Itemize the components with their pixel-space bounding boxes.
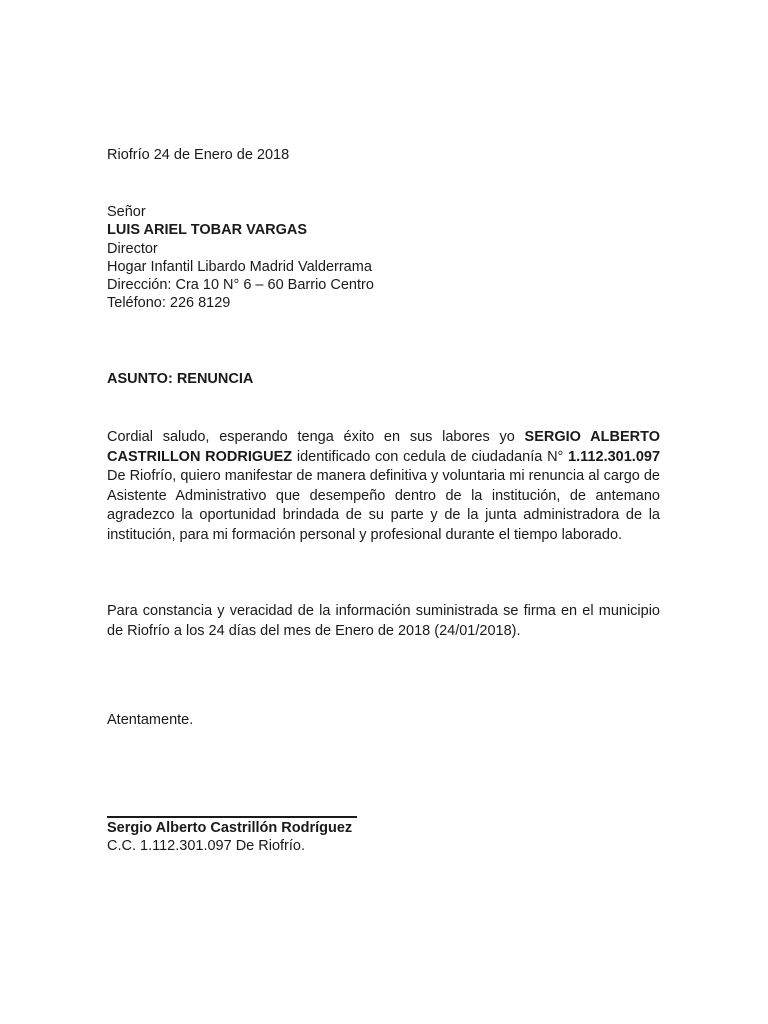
- recipient-phone: Teléfono: 226 8129: [107, 295, 231, 312]
- letter-subject: ASUNTO: RENUNCIA: [107, 371, 254, 387]
- recipient-salutation: Señor: [107, 204, 146, 220]
- paragraph1-id-number: 1.112.301.097: [568, 448, 661, 465]
- recipient-organization: Hogar Infantil Libardo Madrid Valderrama: [107, 258, 372, 275]
- body-paragraph-1: [107, 428, 660, 546]
- recipient-name: LUIS ARIEL TOBAR VARGAS: [107, 222, 308, 239]
- recipient-position: Director: [107, 240, 158, 257]
- paragraph1-text-3: De Riofrío, quiero manifestar de manera definitiva y voluntaria mi renuncia al cargo de Asistente Administrativo que desempeño dentro de la institución, de antemano agradezco la oportunidad brindada de su parte y de la junta administradora de la institución, para mi formación personal y profesional durante el tiempo laborado.: [107, 468, 660, 543]
- signature-name: Sergio Alberto Castrillón Rodríguez: [107, 820, 353, 836]
- letter-date: Riofrío 24 de Enero de 2018: [107, 147, 290, 163]
- paragraph1-text-1: Cordial saludo, esperando tenga éxito en sus labores yo: [107, 429, 525, 445]
- signature-id: C.C. 1.112.301.097 De Riofrío.: [107, 838, 306, 855]
- body-paragraph-2: Para constancia y veracidad de la información suministrada se firma en el municipio de Riofrío a los 24 días del mes de Enero de 2018 (24/01/2018).: [107, 603, 660, 639]
- recipient-address: Dirección: Cra 10 N° 6 – 60 Barrio Centro: [107, 277, 374, 294]
- signature-line: [107, 816, 357, 818]
- signature-block: [107, 819, 660, 856]
- recipient-block: [107, 203, 660, 313]
- letter-closing: Atentamente.: [107, 712, 194, 728]
- paragraph1-text-2: identificado con cedula de ciudadanía N°: [292, 448, 569, 465]
- paragraph1-author-name: SERGIO ALBERTO CASTRILLON RODRIGUEZ: [107, 429, 660, 465]
